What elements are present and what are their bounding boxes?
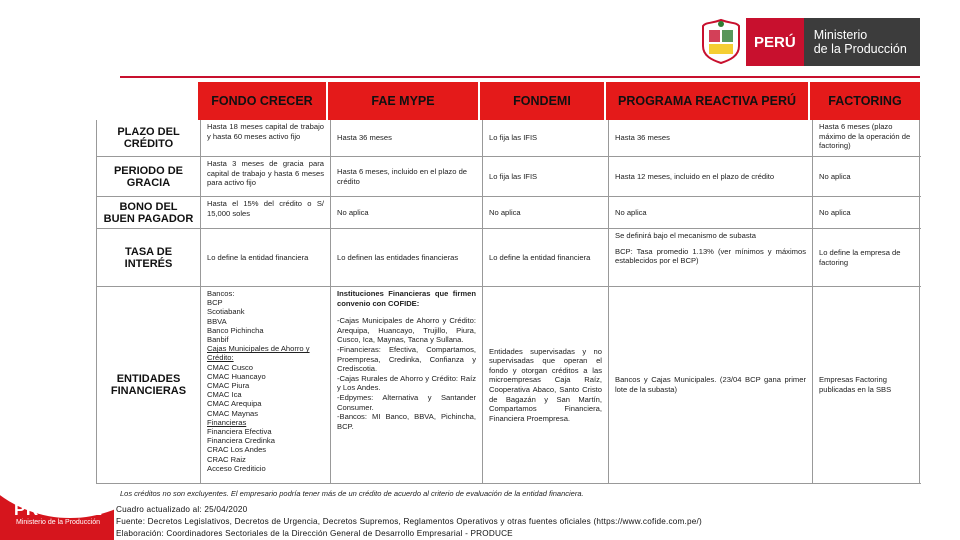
table-cell	[201, 287, 331, 483]
ministry-label	[804, 18, 920, 66]
list-item: CRAC Los Andes	[207, 445, 267, 455]
table-cell	[609, 229, 813, 286]
updated-date: Cuadro actualizado al: 25/04/2020	[116, 505, 248, 514]
table-cell: No aplica	[819, 171, 851, 181]
list-item: -Cajas Municipales de Ahorro y Crédito: Arequipa, Huancayo, Trujillo, Piura, Cusco, Ica, Maynas, Tacna y Sullana.	[337, 316, 476, 345]
table-cell: Hasta 36 meses	[331, 120, 483, 156]
list-item: Cajas Municipales de Ahorro y Crédito:	[207, 344, 310, 363]
table-cell: Hasta 6 meses (plazo máximo de la operación de factoring)	[819, 122, 911, 151]
produce-logo: PRODUCE	[14, 500, 103, 519]
table-row	[97, 229, 921, 287]
list-item: -Edpymes: Alternativa y Santander Consumer.	[337, 392, 476, 412]
table-row	[97, 157, 921, 197]
table-cell: No aplica	[331, 197, 483, 228]
row-label: ENTIDADES FINANCIERAS	[97, 287, 201, 483]
list-item: Financiera Efectiva	[207, 427, 272, 437]
country-label: PERÚ	[746, 18, 804, 66]
fish-icon	[14, 444, 54, 484]
list-item: CRAC Raiz	[207, 454, 246, 464]
list-item: CMAC Cusco	[207, 362, 253, 372]
table-cell: No aplica	[819, 207, 851, 217]
table-cell: Hasta 12 meses, incluido en el plazo de crédito	[609, 157, 813, 196]
list-item: Banco Pichincha	[207, 325, 264, 335]
list-item: BBVA	[207, 316, 227, 326]
footnote: Los créditos no son excluyentes. El empresario podría tener más de un crédito de acuerdo al criterio de evaluación de la entidad financiera.	[120, 489, 584, 498]
table-row	[97, 197, 921, 229]
table-cell: Lo fija las IFIS	[483, 120, 609, 156]
comparison-table	[96, 120, 920, 484]
reactiva-rate-note: Se definirá bajo el mecanismo de subasta	[615, 231, 756, 240]
table-cell: Lo fija las IFIS	[483, 157, 609, 196]
list-item: CMAC Arequipa	[207, 399, 262, 409]
row-label: PERIODO DE GRACIA	[97, 157, 201, 196]
table-cell: Lo define la entidad financiera	[483, 229, 609, 286]
list-item: BCP	[207, 298, 223, 308]
table-cell: Lo define la empresa de factoring	[819, 247, 901, 267]
table-row	[97, 120, 921, 157]
table-cell: Hasta 6 meses, incluido en el plazo de crédito	[331, 157, 483, 196]
list-item: CMAC Piura	[207, 381, 250, 391]
list-item: CMAC Ica	[207, 390, 242, 400]
column-header: FAE MYPE	[328, 82, 480, 120]
table-row	[97, 287, 921, 484]
government-logo	[700, 18, 920, 66]
reactiva-rate-bcp: BCP: Tasa promedio 1.13% (ver mínimos y máximos establecidos por el BCP)	[615, 246, 806, 266]
produce-subtitle: Ministerio de la Producción	[16, 519, 101, 526]
list-item: -Financieras: Efectiva, Compartamos, Proempresa, Credinka, Confianza y Crediscotia.	[337, 344, 476, 374]
source-note: Fuente: Decretos Legislativos, Decretos de Urgencia, Decretos Supremos, Reglamentos Operativos y otras fuentes oficiales (https://www.cofide.com.pe/)	[116, 517, 702, 526]
list-item: Scotiabank	[207, 307, 245, 317]
list-item: Instituciones Financieras que firmen convenio con COFIDE:	[337, 289, 476, 308]
table-cell: Hasta 3 meses de gracia para capital de trabajo y hasta 6 meses para activo fijo	[201, 157, 331, 196]
table-cell: Hasta el 15% del crédito o S/ 15,000 soles	[201, 197, 331, 228]
table-cell	[331, 287, 483, 483]
table-cell: Hasta 18 meses capital de trabajo y hasta 60 meses activo fijo	[201, 120, 331, 156]
table-header	[198, 82, 920, 120]
column-header: PROGRAMA REACTIVA PERÚ	[606, 82, 810, 120]
table-cell: Empresas Factoring publicadas en la SBS	[819, 375, 892, 394]
list-item: -Bancos: MI Banco, BBVA, Pichincha, BCP.	[337, 412, 476, 431]
table-cell: Hasta 36 meses	[609, 120, 813, 156]
list-item: Financiera Credinka	[207, 436, 275, 446]
table-cell: Lo define la entidad financiera	[201, 229, 331, 286]
column-header: FONDO CRECER	[198, 82, 328, 120]
column-header: FONDEMI	[480, 82, 606, 120]
list-item: Banbif	[207, 335, 229, 345]
row-label: PLAZO DEL CRÉDITO	[97, 120, 201, 156]
list-item: Financieras	[207, 417, 247, 427]
column-header: FACTORING	[828, 93, 902, 108]
list-item: CMAC Huancayo	[207, 371, 266, 381]
ministry-line-2: de la Producción	[813, 42, 907, 56]
prepared-by: Elaboración: Coordinadores Sectoriales de la Dirección General de Desarrollo Empresarial - PRODUCE	[116, 529, 513, 538]
table-cell: Entidades supervisadas y no supervisadas que operan el fondo y otorgan créditos a las microempresas Caja Raíz, Cooperativa Abaco, Santo Cristo de Bagazán y San Martín, Compartamos Financiera, Financiera Proempresa.	[483, 287, 609, 483]
list-item: Acceso Crediticio	[207, 463, 266, 473]
table-cell: No aplica	[483, 197, 609, 228]
ministry-line-1: Ministerio	[813, 28, 868, 42]
list-item: CMAC Maynas	[207, 408, 259, 418]
table-cell: No aplica	[609, 197, 813, 228]
header-divider	[120, 76, 920, 78]
coat-of-arms-icon	[700, 18, 742, 64]
row-label: BONO DEL BUEN PAGADOR	[97, 197, 201, 228]
table-cell: Bancos y Cajas Municipales. (23/04 BCP gana primer lote de la subasta)	[609, 287, 813, 483]
table-cell: Lo definen las entidades financieras	[331, 229, 483, 286]
list-item: -Cajas Rurales de Ahorro y Crédito: Raíz y Los Andes.	[337, 373, 476, 393]
row-label: TASA DE INTERÉS	[97, 229, 201, 286]
list-item: Bancos:	[207, 289, 235, 298]
